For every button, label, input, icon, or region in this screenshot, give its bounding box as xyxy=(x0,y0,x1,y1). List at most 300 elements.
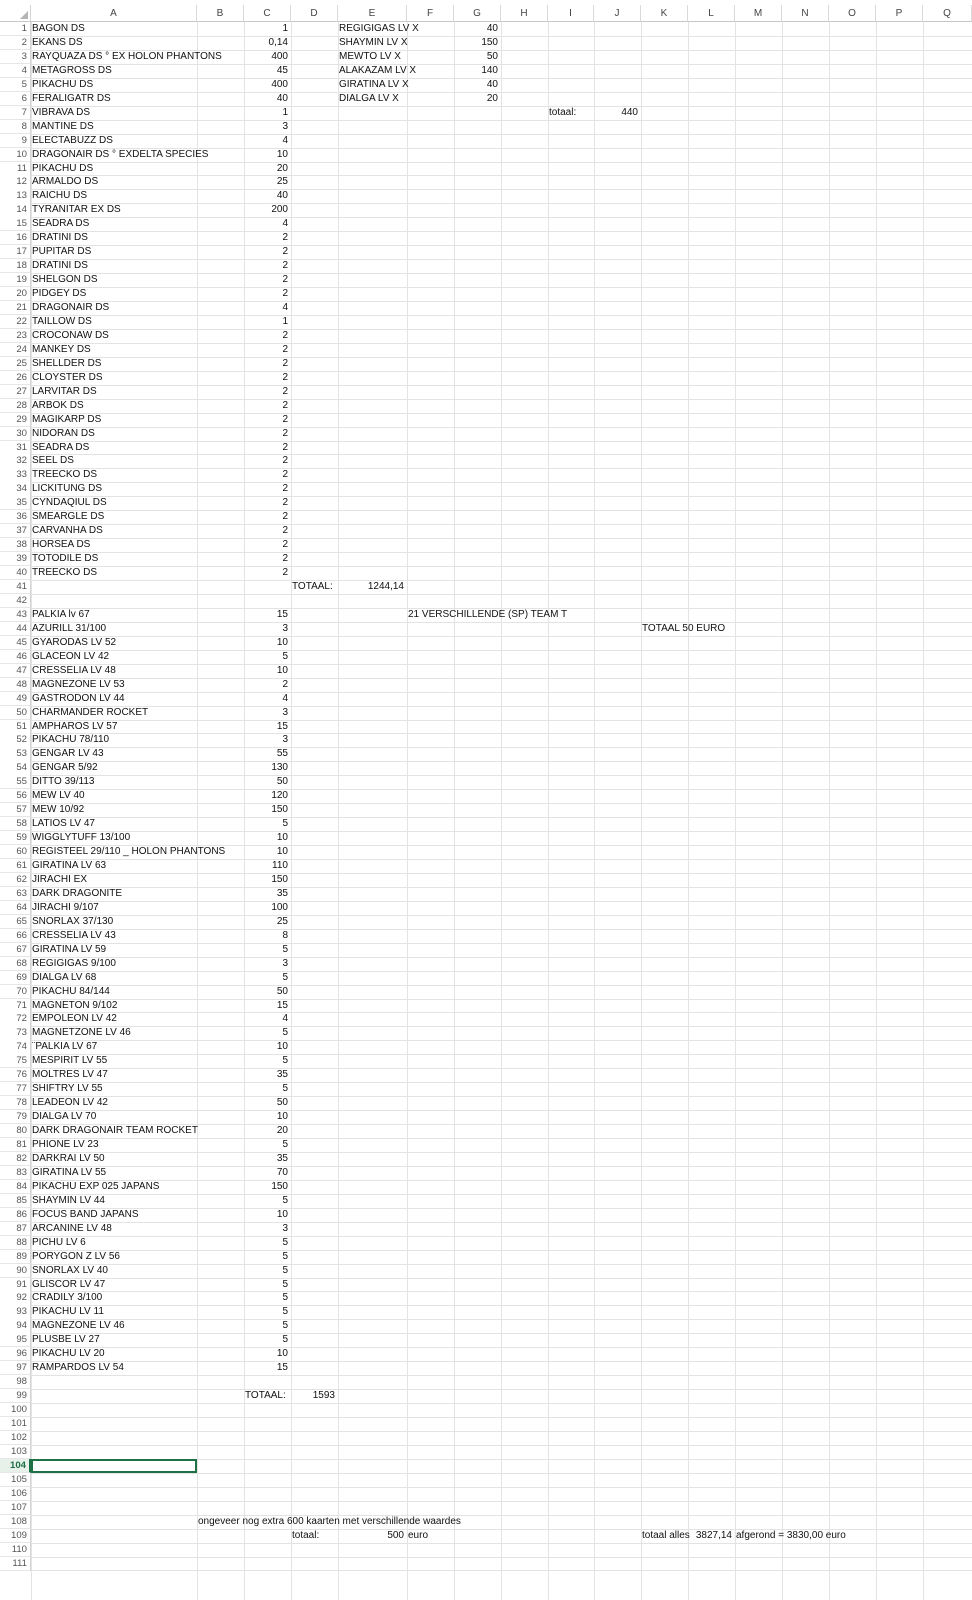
row-header-65[interactable]: 65 xyxy=(0,915,31,929)
row-header-87[interactable]: 87 xyxy=(0,1222,31,1236)
row-header-39[interactable]: 39 xyxy=(0,552,31,566)
cell-C44[interactable]: 3 xyxy=(282,622,288,634)
column-header-L[interactable]: L xyxy=(688,5,735,22)
row-header-74[interactable]: 74 xyxy=(0,1040,31,1054)
cell-A40[interactable]: TREECKO DS xyxy=(32,567,98,579)
cell-A66[interactable]: CRESSELIA LV 43 xyxy=(32,929,116,941)
cell-C34[interactable]: 2 xyxy=(282,483,288,495)
cell-C12[interactable]: 25 xyxy=(276,176,288,188)
cell-C53[interactable]: 55 xyxy=(276,748,288,760)
row-header-69[interactable]: 69 xyxy=(0,971,31,985)
cell-C43[interactable]: 15 xyxy=(276,608,288,620)
cell-A47[interactable]: CRESSELIA LV 48 xyxy=(32,664,116,676)
row-header-5[interactable]: 5 xyxy=(0,78,31,92)
row-header-92[interactable]: 92 xyxy=(0,1291,31,1305)
cell-C76[interactable]: 35 xyxy=(276,1069,288,1081)
column-header-B[interactable]: B xyxy=(197,5,244,22)
cell-A7[interactable]: VIBRAVA DS xyxy=(32,106,90,118)
cell-A53[interactable]: GENGAR LV 43 xyxy=(32,748,104,760)
cell-A94[interactable]: MAGNEZONE LV 46 xyxy=(32,1320,125,1332)
cell-A34[interactable]: LICKITUNG DS xyxy=(32,483,103,495)
column-header-A[interactable]: A xyxy=(31,5,197,22)
cell-C65[interactable]: 25 xyxy=(276,915,288,927)
cell-C20[interactable]: 2 xyxy=(282,288,288,300)
column-header-O[interactable]: O xyxy=(829,5,876,22)
row-header-70[interactable]: 70 xyxy=(0,985,31,999)
column-header-J[interactable]: J xyxy=(594,5,641,22)
cell-A30[interactable]: NIDORAN DS xyxy=(32,427,95,439)
cell-A46[interactable]: GLACEON LV 42 xyxy=(32,650,110,662)
cell-C22[interactable]: 1 xyxy=(282,315,288,327)
row-header-25[interactable]: 25 xyxy=(0,357,31,371)
cell-A11[interactable]: PIKACHU DS xyxy=(32,162,94,174)
cell-A2[interactable]: EKANS DS xyxy=(32,36,83,48)
row-header-91[interactable]: 91 xyxy=(0,1278,31,1292)
row-header-6[interactable]: 6 xyxy=(0,92,31,106)
cell-A26[interactable]: CLOYSTER DS xyxy=(32,371,103,383)
cell-C66[interactable]: 8 xyxy=(282,929,288,941)
row-header-59[interactable]: 59 xyxy=(0,831,31,845)
column-header-F[interactable]: F xyxy=(407,5,454,22)
row-header-20[interactable]: 20 xyxy=(0,287,31,301)
cell-A95[interactable]: PLUSBE LV 27 xyxy=(32,1334,100,1346)
cell-G4[interactable]: 140 xyxy=(481,64,498,76)
row-header-73[interactable]: 73 xyxy=(0,1026,31,1040)
cell-B108[interactable]: ongeveer nog extra 600 kaarten met verschillende waardes xyxy=(198,1515,461,1527)
row-header-71[interactable]: 71 xyxy=(0,999,31,1013)
row-header-17[interactable]: 17 xyxy=(0,245,31,259)
cell-C18[interactable]: 2 xyxy=(282,260,288,272)
cell-C78[interactable]: 50 xyxy=(276,1097,288,1109)
cell-A72[interactable]: EMPOLEON LV 42 xyxy=(32,1013,117,1025)
cell-A31[interactable]: SEADRA DS xyxy=(32,441,90,453)
cell-C55[interactable]: 50 xyxy=(276,776,288,788)
row-header-63[interactable]: 63 xyxy=(0,887,31,901)
column-header-M[interactable]: M xyxy=(735,5,782,22)
cell-A20[interactable]: PIDGEY DS xyxy=(32,288,87,300)
row-header-100[interactable]: 100 xyxy=(0,1403,31,1417)
cell-A21[interactable]: DRAGONAIR DS xyxy=(32,302,110,313)
cell-C30[interactable]: 2 xyxy=(282,427,288,439)
cell-C90[interactable]: 5 xyxy=(282,1264,288,1276)
row-header-36[interactable]: 36 xyxy=(0,510,31,524)
row-header-30[interactable]: 30 xyxy=(0,427,31,441)
cell-C24[interactable]: 2 xyxy=(282,343,288,355)
column-header-E[interactable]: E xyxy=(338,5,407,22)
cell-C31[interactable]: 2 xyxy=(282,441,288,453)
cell-C96[interactable]: 10 xyxy=(276,1348,288,1360)
cell-A17[interactable]: PUPITAR DS xyxy=(32,246,92,258)
cell-A78[interactable]: LEADEON LV 42 xyxy=(32,1097,108,1109)
cell-A18[interactable]: DRATINI DS xyxy=(32,260,88,272)
row-header-12[interactable]: 12 xyxy=(0,175,31,189)
cell-C38[interactable]: 2 xyxy=(282,539,288,551)
cell-C21[interactable]: 4 xyxy=(282,302,288,313)
cell-C33[interactable]: 2 xyxy=(282,469,288,481)
column-header-P[interactable]: P xyxy=(876,5,923,22)
row-header-99[interactable]: 99 xyxy=(0,1389,31,1403)
cell-C68[interactable]: 3 xyxy=(282,957,288,969)
row-header-3[interactable]: 3 xyxy=(0,50,31,64)
column-header-H[interactable]: H xyxy=(501,5,548,22)
cell-C11[interactable]: 20 xyxy=(276,162,288,174)
cell-C67[interactable]: 5 xyxy=(282,943,288,955)
cell-D99[interactable]: 1593 xyxy=(312,1390,335,1402)
cell-A96[interactable]: PIKACHU LV 20 xyxy=(32,1348,105,1360)
cell-C75[interactable]: 5 xyxy=(282,1055,288,1067)
cell-E6[interactable]: DIALGA LV X xyxy=(339,92,399,104)
cell-A43[interactable]: PALKIA lv 67 xyxy=(32,608,90,620)
row-header-96[interactable]: 96 xyxy=(0,1347,31,1361)
row-header-88[interactable]: 88 xyxy=(0,1236,31,1250)
cell-C59[interactable]: 10 xyxy=(276,832,288,844)
cell-C58[interactable]: 5 xyxy=(282,818,288,830)
row-header-13[interactable]: 13 xyxy=(0,189,31,203)
row-header-10[interactable]: 10 xyxy=(0,148,31,162)
row-header-72[interactable]: 72 xyxy=(0,1012,31,1026)
cell-C3[interactable]: 400 xyxy=(271,50,288,62)
row-header-42[interactable]: 42 xyxy=(0,594,31,608)
cell-C70[interactable]: 50 xyxy=(276,985,288,997)
row-header-35[interactable]: 35 xyxy=(0,496,31,510)
row-header-37[interactable]: 37 xyxy=(0,524,31,538)
row-header-84[interactable]: 84 xyxy=(0,1180,31,1194)
row-header-61[interactable]: 61 xyxy=(0,859,31,873)
cell-A14[interactable]: TYRANITAR EX DS xyxy=(32,204,121,216)
cell-A85[interactable]: SHAYMIN LV 44 xyxy=(32,1194,105,1206)
cell-C8[interactable]: 3 xyxy=(282,120,288,132)
cell-A29[interactable]: MAGIKARP DS xyxy=(32,413,102,425)
row-header-64[interactable]: 64 xyxy=(0,901,31,915)
cell-C56[interactable]: 120 xyxy=(271,790,288,802)
column-header-K[interactable]: K xyxy=(641,5,688,22)
cell-D41[interactable]: TOTAAL: xyxy=(292,581,333,592)
cell-C79[interactable]: 10 xyxy=(276,1111,288,1123)
row-header-14[interactable]: 14 xyxy=(0,203,31,217)
cell-C91[interactable]: 5 xyxy=(282,1278,288,1290)
cell-G2[interactable]: 150 xyxy=(481,36,498,48)
cell-A15[interactable]: SEADRA DS xyxy=(32,218,90,230)
cell-A79[interactable]: DIALGA LV 70 xyxy=(32,1111,97,1123)
row-header-46[interactable]: 46 xyxy=(0,650,31,664)
cell-A51[interactable]: AMPHAROS LV 57 xyxy=(32,720,118,732)
cell-L109[interactable]: 3827,14 xyxy=(695,1529,732,1541)
cell-A80[interactable]: DARK DRAGONAIR TEAM ROCKET xyxy=(32,1125,198,1137)
row-header-102[interactable]: 102 xyxy=(0,1431,31,1445)
cell-A32[interactable]: SEEL DS xyxy=(32,455,74,467)
cell-C39[interactable]: 2 xyxy=(282,553,288,565)
cell-C89[interactable]: 5 xyxy=(282,1250,288,1262)
cell-E41[interactable]: 1244,14 xyxy=(367,581,404,592)
cell-A77[interactable]: SHIFTRY LV 55 xyxy=(32,1083,103,1095)
cell-C48[interactable]: 2 xyxy=(282,678,288,690)
column-header-Q[interactable]: Q xyxy=(923,5,972,22)
row-header-29[interactable]: 29 xyxy=(0,413,31,427)
cell-G6[interactable]: 20 xyxy=(486,92,498,104)
cell-C14[interactable]: 200 xyxy=(271,204,288,216)
cell-C27[interactable]: 2 xyxy=(282,385,288,397)
row-header-98[interactable]: 98 xyxy=(0,1375,31,1389)
row-header-22[interactable]: 22 xyxy=(0,315,31,329)
cell-A27[interactable]: LARVITAR DS xyxy=(32,385,97,397)
cell-A73[interactable]: MAGNETZONE LV 46 xyxy=(32,1027,131,1039)
cell-A68[interactable]: REGIGIGAS 9/100 xyxy=(32,957,116,969)
row-header-94[interactable]: 94 xyxy=(0,1319,31,1333)
cell-C52[interactable]: 3 xyxy=(282,734,288,746)
cell-C7[interactable]: 1 xyxy=(282,106,288,118)
row-header-21[interactable]: 21 xyxy=(0,301,31,315)
cell-A52[interactable]: PIKACHU 78/110 xyxy=(32,734,110,746)
cell-A13[interactable]: RAICHU DS xyxy=(32,190,88,202)
row-header-48[interactable]: 48 xyxy=(0,678,31,692)
cell-C4[interactable]: 45 xyxy=(276,64,288,76)
cell-A50[interactable]: CHARMANDER ROCKET xyxy=(32,706,149,718)
cell-A75[interactable]: MESPIRIT LV 55 xyxy=(32,1055,108,1067)
cell-C99[interactable]: TOTAAL: xyxy=(245,1390,286,1402)
cell-A45[interactable]: GYARODAS LV 52 xyxy=(32,636,117,648)
cell-A38[interactable]: HORSEA DS xyxy=(32,539,91,551)
row-header-79[interactable]: 79 xyxy=(0,1110,31,1124)
cell-G1[interactable]: 40 xyxy=(486,23,498,34)
cell-A28[interactable]: ARBOK DS xyxy=(32,399,84,411)
cell-C81[interactable]: 5 xyxy=(282,1139,288,1150)
row-header-68[interactable]: 68 xyxy=(0,957,31,971)
cell-C77[interactable]: 5 xyxy=(282,1083,288,1095)
cell-A81[interactable]: PHIONE LV 23 xyxy=(32,1139,99,1150)
cell-C16[interactable]: 2 xyxy=(282,232,288,244)
cell-A33[interactable]: TREECKO DS xyxy=(32,469,98,481)
cell-A57[interactable]: MEW 10/92 xyxy=(32,804,85,816)
cell-A49[interactable]: GASTRODON LV 44 xyxy=(32,692,125,704)
row-header-8[interactable]: 8 xyxy=(0,120,31,134)
cell-A76[interactable]: MOLTRES LV 47 xyxy=(32,1069,108,1081)
cell-A70[interactable]: PIKACHU 84/144 xyxy=(32,985,110,997)
row-header-52[interactable]: 52 xyxy=(0,733,31,747)
cell-F109[interactable]: euro xyxy=(408,1529,429,1541)
cell-E109[interactable]: 500 xyxy=(387,1529,404,1541)
row-header-40[interactable]: 40 xyxy=(0,566,31,580)
row-header-34[interactable]: 34 xyxy=(0,482,31,496)
row-header-47[interactable]: 47 xyxy=(0,664,31,678)
row-header-53[interactable]: 53 xyxy=(0,747,31,761)
cell-A93[interactable]: PIKACHU LV 11 xyxy=(32,1306,104,1318)
row-header-9[interactable]: 9 xyxy=(0,134,31,148)
cell-C25[interactable]: 2 xyxy=(282,357,288,369)
row-header-45[interactable]: 45 xyxy=(0,636,31,650)
row-header-28[interactable]: 28 xyxy=(0,399,31,413)
cell-A54[interactable]: GENGAR 5/92 xyxy=(32,762,98,774)
cell-A39[interactable]: TOTODILE DS xyxy=(32,553,99,565)
row-header-78[interactable]: 78 xyxy=(0,1096,31,1110)
row-header-89[interactable]: 89 xyxy=(0,1250,31,1264)
row-header-51[interactable]: 51 xyxy=(0,720,31,734)
row-header-108[interactable]: 108 xyxy=(0,1515,31,1529)
row-header-93[interactable]: 93 xyxy=(0,1305,31,1319)
row-header-109[interactable]: 109 xyxy=(0,1529,31,1543)
cell-A86[interactable]: FOCUS BAND JAPANS xyxy=(32,1208,139,1220)
cell-A59[interactable]: WIGGLYTUFF 13/100 xyxy=(32,832,131,844)
row-header-16[interactable]: 16 xyxy=(0,231,31,245)
cell-C40[interactable]: 2 xyxy=(282,567,288,579)
row-header-56[interactable]: 56 xyxy=(0,789,31,803)
cell-A83[interactable]: GIRATINA LV 55 xyxy=(32,1166,107,1178)
cell-A87[interactable]: ARCANINE LV 48 xyxy=(32,1222,112,1234)
cell-C13[interactable]: 40 xyxy=(276,190,288,202)
cell-C97[interactable]: 15 xyxy=(276,1362,288,1374)
cell-A74[interactable]: ¨PALKIA LV 67 xyxy=(32,1041,98,1053)
column-header-N[interactable]: N xyxy=(782,5,829,22)
row-header-32[interactable]: 32 xyxy=(0,454,31,468)
cell-M109[interactable]: afgerond = 3830,00 euro xyxy=(736,1529,846,1541)
cell-C51[interactable]: 15 xyxy=(276,720,288,732)
row-header-85[interactable]: 85 xyxy=(0,1194,31,1208)
row-header-86[interactable]: 86 xyxy=(0,1208,31,1222)
cell-A84[interactable]: PIKACHU EXP 025 JAPANS xyxy=(32,1180,160,1192)
cell-A69[interactable]: DIALGA LV 68 xyxy=(32,971,97,983)
cell-A92[interactable]: CRADILY 3/100 xyxy=(32,1292,103,1304)
cell-E2[interactable]: SHAYMIN LV X xyxy=(339,36,408,48)
row-header-111[interactable]: 111 xyxy=(0,1557,31,1571)
row-header-67[interactable]: 67 xyxy=(0,943,31,957)
row-header-2[interactable]: 2 xyxy=(0,36,31,50)
cell-C5[interactable]: 400 xyxy=(271,78,288,90)
cell-A64[interactable]: JIRACHI 9/107 xyxy=(32,901,99,913)
cell-E4[interactable]: ALAKAZAM LV X xyxy=(339,64,417,76)
row-header-11[interactable]: 11 xyxy=(0,162,31,176)
cell-C1[interactable]: 1 xyxy=(282,23,288,34)
cell-C60[interactable]: 10 xyxy=(276,846,288,858)
cell-A67[interactable]: GIRATINA LV 59 xyxy=(32,943,107,955)
cell-A37[interactable]: CARVANHA DS xyxy=(32,525,103,537)
row-header-106[interactable]: 106 xyxy=(0,1487,31,1501)
cell-C62[interactable]: 150 xyxy=(271,873,288,885)
cell-C46[interactable]: 5 xyxy=(282,650,288,662)
cell-A22[interactable]: TAILLOW DS xyxy=(32,315,92,327)
select-all-corner[interactable] xyxy=(0,5,31,22)
cell-A89[interactable]: PORYGON Z LV 56 xyxy=(32,1250,120,1262)
row-header-90[interactable]: 90 xyxy=(0,1264,31,1278)
cell-C92[interactable]: 5 xyxy=(282,1292,288,1304)
cell-A36[interactable]: SMEARGLE DS xyxy=(32,511,105,523)
cell-C71[interactable]: 15 xyxy=(276,999,288,1011)
cell-A6[interactable]: FERALIGATR DS xyxy=(32,92,111,104)
row-header-76[interactable]: 76 xyxy=(0,1068,31,1082)
row-header-7[interactable]: 7 xyxy=(0,106,31,120)
row-header-18[interactable]: 18 xyxy=(0,259,31,273)
cell-C54[interactable]: 130 xyxy=(271,762,288,774)
cell-C87[interactable]: 3 xyxy=(282,1222,288,1234)
cell-A9[interactable]: ELECTABUZZ DS xyxy=(32,134,113,146)
row-header-58[interactable]: 58 xyxy=(0,817,31,831)
cell-A25[interactable]: SHELLDER DS xyxy=(32,357,102,369)
cell-C63[interactable]: 35 xyxy=(276,887,288,899)
cell-C23[interactable]: 2 xyxy=(282,329,288,341)
cell-C37[interactable]: 2 xyxy=(282,525,288,537)
cell-A60[interactable]: REGISTEEL 29/110 _ HOLON PHANTONS xyxy=(32,846,226,858)
row-header-95[interactable]: 95 xyxy=(0,1333,31,1347)
cell-C6[interactable]: 40 xyxy=(276,92,288,104)
cell-A82[interactable]: DARKRAI LV 50 xyxy=(32,1152,105,1164)
cell-A24[interactable]: MANKEY DS xyxy=(32,343,91,355)
row-header-75[interactable]: 75 xyxy=(0,1054,31,1068)
selected-cell-outline[interactable] xyxy=(31,1459,197,1473)
cell-A1[interactable]: BAGON DS xyxy=(32,23,85,34)
row-header-44[interactable]: 44 xyxy=(0,622,31,636)
cell-A3[interactable]: RAYQUAZA DS ° EX HOLON PHANTONS xyxy=(32,50,222,62)
cell-D109[interactable]: totaal: xyxy=(292,1529,320,1541)
cell-G5[interactable]: 40 xyxy=(486,78,498,90)
cell-C74[interactable]: 10 xyxy=(276,1041,288,1053)
cell-C32[interactable]: 2 xyxy=(282,455,288,467)
cell-E1[interactable]: REGIGIGAS LV X xyxy=(339,23,419,34)
row-header-50[interactable]: 50 xyxy=(0,706,31,720)
row-header-60[interactable]: 60 xyxy=(0,845,31,859)
row-header-80[interactable]: 80 xyxy=(0,1124,31,1138)
cell-C69[interactable]: 5 xyxy=(282,971,288,983)
cell-C29[interactable]: 2 xyxy=(282,413,288,425)
cell-A23[interactable]: CROCONAW DS xyxy=(32,329,109,341)
cell-A56[interactable]: MEW LV 40 xyxy=(32,790,85,802)
cell-C17[interactable]: 2 xyxy=(282,246,288,258)
cell-C28[interactable]: 2 xyxy=(282,399,288,411)
cell-A90[interactable]: SNORLAX LV 40 xyxy=(32,1264,108,1276)
cell-C2[interactable]: 0,14 xyxy=(268,36,288,48)
row-header-19[interactable]: 19 xyxy=(0,273,31,287)
row-header-41[interactable]: 41 xyxy=(0,580,31,594)
row-header-104[interactable]: 104 xyxy=(0,1459,31,1473)
cell-C36[interactable]: 2 xyxy=(282,511,288,523)
cell-A61[interactable]: GIRATINA LV 63 xyxy=(32,860,107,871)
cell-A62[interactable]: JIRACHI EX xyxy=(32,873,88,885)
cell-C80[interactable]: 20 xyxy=(276,1125,288,1137)
row-header-4[interactable]: 4 xyxy=(0,64,31,78)
cell-E5[interactable]: GIRATINA LV X xyxy=(339,78,409,90)
row-header-1[interactable]: 1 xyxy=(0,22,31,36)
cell-A58[interactable]: LATIOS LV 47 xyxy=(32,818,95,830)
cell-C15[interactable]: 4 xyxy=(282,218,288,230)
cell-A88[interactable]: PICHU LV 6 xyxy=(32,1236,86,1248)
cell-A16[interactable]: DRATINI DS xyxy=(32,232,88,244)
cell-A10[interactable]: DRAGONAIR DS ° EXDELTA SPECIES xyxy=(32,148,209,160)
cell-C10[interactable]: 10 xyxy=(276,148,288,160)
cell-C95[interactable]: 5 xyxy=(282,1334,288,1346)
cell-K44[interactable]: TOTAAL 50 EURO xyxy=(642,622,726,634)
row-header-66[interactable]: 66 xyxy=(0,929,31,943)
cell-C61[interactable]: 110 xyxy=(272,860,288,871)
row-header-23[interactable]: 23 xyxy=(0,329,31,343)
cell-A71[interactable]: MAGNETON 9/102 xyxy=(32,999,118,1011)
row-header-55[interactable]: 55 xyxy=(0,775,31,789)
cell-G3[interactable]: 50 xyxy=(486,50,498,62)
column-header-C[interactable]: C xyxy=(244,5,291,22)
cell-C83[interactable]: 70 xyxy=(276,1166,288,1178)
cell-C64[interactable]: 100 xyxy=(271,901,288,913)
cell-C73[interactable]: 5 xyxy=(282,1027,288,1039)
row-header-33[interactable]: 33 xyxy=(0,468,31,482)
cell-A35[interactable]: CYNDAQIUL DS xyxy=(32,497,107,509)
cell-C45[interactable]: 10 xyxy=(276,636,288,648)
row-header-82[interactable]: 82 xyxy=(0,1152,31,1166)
cell-A97[interactable]: RAMPARDOS LV 54 xyxy=(32,1362,124,1374)
cell-C47[interactable]: 10 xyxy=(276,664,288,676)
row-header-83[interactable]: 83 xyxy=(0,1166,31,1180)
row-header-62[interactable]: 62 xyxy=(0,873,31,887)
cell-C72[interactable]: 4 xyxy=(282,1013,288,1025)
column-header-D[interactable]: D xyxy=(291,5,338,22)
cell-J7[interactable]: 440 xyxy=(621,106,638,118)
cell-A44[interactable]: AZURILL 31/100 xyxy=(32,622,107,634)
cell-F43[interactable]: 21 VERSCHILLENDE (SP) TEAM T xyxy=(408,608,568,620)
